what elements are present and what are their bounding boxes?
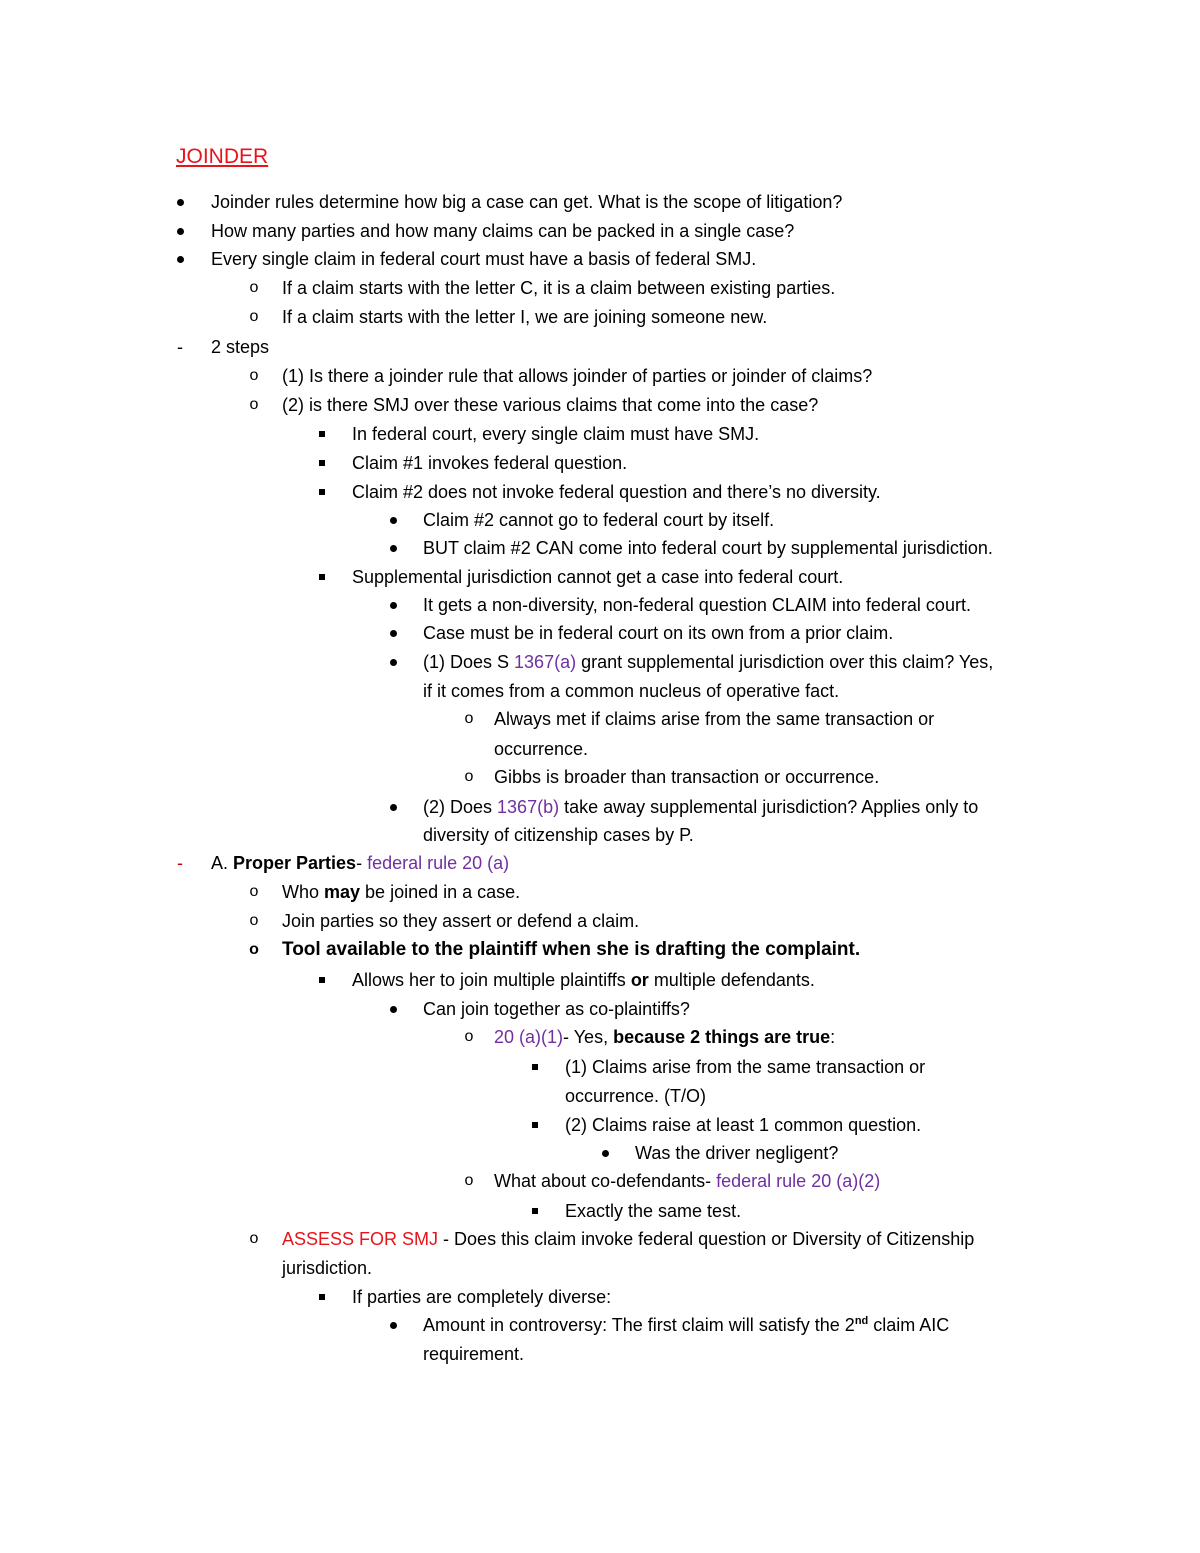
list-item: If a claim starts with the letter C, it is a claim between existing parties. [282, 278, 836, 298]
list-item: Joinder rules determine how big a case can get. What is the scope of litigation? [211, 192, 843, 212]
circle-marker: o [249, 1230, 259, 1247]
list-item: ASSESS FOR SMJ - Does this claim invoke federal question or Diversity of Citizenship [282, 1229, 975, 1249]
circle-marker: o [464, 710, 474, 727]
list-item: Was the driver negligent? [635, 1143, 839, 1163]
list-item: Claim #2 does not invoke federal question and there’s no diversity. [352, 482, 881, 502]
list-item: 20 (a)(1)- Yes, because 2 things are true: [494, 1027, 836, 1047]
circle-marker: o [249, 883, 259, 900]
list-item: Exactly the same test. [565, 1201, 742, 1221]
list-item: If a claim starts with the letter I, we are joining someone new. [282, 307, 768, 327]
list-item: Who may be joined in a case. [282, 882, 521, 902]
list-item-continuation: jurisdiction. [282, 1258, 373, 1278]
circle-marker: o [249, 396, 259, 413]
list-item: Claim #1 invokes federal question. [352, 453, 628, 473]
list-item: If parties are completely diverse: [352, 1287, 612, 1307]
list-item-continuation: occurrence. [494, 739, 589, 759]
list-item: (2) is there SMJ over these various claims that come into the case? [282, 395, 819, 415]
list-item: Claim #2 cannot go to federal court by itself. [423, 510, 775, 530]
statute-reference: 1367(b) [497, 797, 560, 817]
circle-marker: o [464, 768, 474, 785]
circle-marker: o [249, 912, 259, 929]
list-item-continuation: occurrence. (T/O) [565, 1086, 707, 1106]
list-item: Allows her to join multiple plaintiffs or multiple defendants. [352, 970, 815, 990]
list-item: What about co-defendants- federal rule 20 (a)(2) [494, 1171, 881, 1191]
list-item-continuation: diversity of citizenship cases by P. [423, 825, 694, 845]
document-title: JOINDER [176, 145, 269, 168]
list-item: (1) Is there a joinder rule that allows joinder of parties or joinder of claims? [282, 366, 873, 386]
rule-reference: federal rule 20 (a) [367, 853, 510, 873]
list-item: It gets a non-diversity, non-federal question CLAIM into federal court. [423, 595, 971, 615]
rule-reference: federal rule 20 (a)(2) [716, 1171, 881, 1191]
circle-marker: o [464, 1028, 474, 1045]
list-item: (2) Does 1367(b) take away supplemental jurisdiction? Applies only to [423, 797, 979, 817]
dash-marker: - [177, 853, 183, 873]
list-item-continuation: requirement. [423, 1344, 525, 1364]
list-item: (2) Claims raise at least 1 common question. [565, 1115, 922, 1135]
list-item: Join parties so they assert or defend a claim. [282, 911, 640, 931]
list-item: Case must be in federal court on its own from a prior claim. [423, 623, 894, 643]
list-item: Gibbs is broader than transaction or occurrence. [494, 767, 880, 787]
list-item: 2 steps [211, 337, 270, 357]
list-item: Can join together as co-plaintiffs? [423, 999, 690, 1019]
circle-marker: o [249, 279, 259, 296]
statute-reference: 1367(a) [514, 652, 577, 672]
list-item: Amount in controversy: The first claim will satisfy the 2nd claim AIC [423, 1315, 950, 1335]
list-item: (1) Does S 1367(a) grant supplemental jurisdiction over this claim? Yes, [423, 652, 994, 672]
assess-label: ASSESS FOR SMJ [282, 1229, 439, 1249]
circle-marker: o [249, 367, 259, 384]
list-item: Tool available to the plaintiff when she is drafting the complaint. [282, 939, 861, 960]
circle-marker: o [249, 941, 259, 958]
list-item: BUT claim #2 CAN come into federal court by supplemental jurisdiction. [423, 538, 993, 558]
list-item: (1) Claims arise from the same transaction or [565, 1057, 926, 1077]
dash-marker: - [177, 337, 183, 357]
list-item: In federal court, every single claim must have SMJ. [352, 424, 760, 444]
list-item: How many parties and how many claims can be packed in a single case? [211, 221, 795, 241]
circle-marker: o [464, 1172, 474, 1189]
section-heading: A. Proper Parties- federal rule 20 (a) [211, 853, 510, 873]
list-item: Every single claim in federal court must have a basis of federal SMJ. [211, 249, 757, 269]
circle-marker: o [249, 308, 259, 325]
list-item: Always met if claims arise from the same transaction or [494, 709, 935, 729]
list-item: Supplemental jurisdiction cannot get a case into federal court. [352, 567, 844, 587]
rule-reference: 20 (a)(1) [494, 1027, 564, 1047]
list-item-continuation: if it comes from a common nucleus of operative fact. [423, 681, 840, 701]
